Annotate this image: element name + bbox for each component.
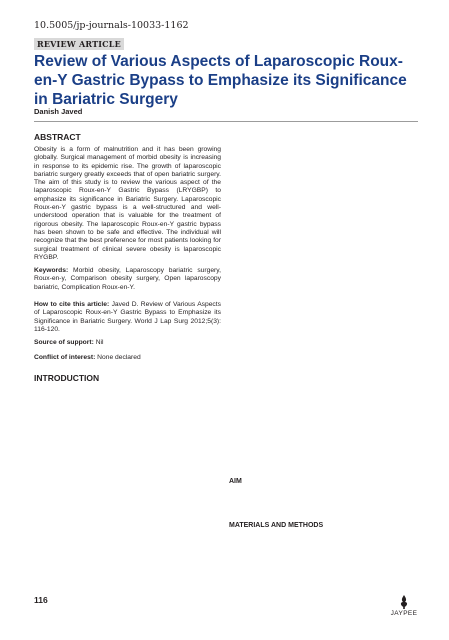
jaypee-logo-icon [397, 594, 411, 610]
support-line [34, 339, 221, 347]
abstract-heading: ABSTRACT [34, 132, 81, 142]
support-text: Nil [95, 339, 104, 346]
author-name: Danish Javed [34, 107, 83, 116]
cite-text: Javed D. Review of Various Aspects of Laparoscopic Roux-en-Y Gastric Bypass to Emphasize its Significance in Bariatric Surgery. World J Lap Surg 2012;5(3): 116-120. [34, 301, 221, 333]
keywords-paragraph [34, 267, 221, 292]
article-title: Review of Various Aspects of Laparoscopic Roux-en-Y Gastric Bypass to Emphasize its Significance in Bariatric Surgery [34, 53, 407, 108]
header-divider [34, 121, 418, 122]
doi: 10.5005/jp-journals-10033-1162 [34, 20, 189, 31]
aim-heading: AIM [229, 478, 242, 485]
cite-label: How to cite this article: [34, 301, 110, 308]
citation-paragraph [34, 301, 221, 334]
keywords-text: Morbid obesity, Laparoscopy bariatric surgery, Roux-en-y, Comparison obesity surgery, Open laparoscopy bariatric, Complication Roux-en-Y. [34, 267, 221, 291]
abstract-body: Obesity is a form of malnutrition and it has been growing globally. Surgical management of morbid obesity is increasing in response to its epidemic rise. The growth of laparoscopic bariatric surgery greatly exceeds that of open bariatric surgery. The aim of this study is to review the various aspect of the laparoscopic Roux-en-Y Gastric Bypass (LRYGBP) to emphasize its significance in Bariatric Surgery. Laparoscopic Roux-en-Y gastric bypass is a well-structured and well-understood operation that is valuable for the treatment of rigorous obesity. The laparoscopic Roux-en-Y gastric bypass has been shown to be safe and effective. The individual will recognize that the best preference for most patients looking for surgical treatment of clinical severe obesity is laparoscopic RYGBP. [34, 146, 221, 261]
section-tag: REVIEW ARTICLE [34, 38, 124, 50]
publisher-logo [382, 594, 426, 617]
methods-heading: MATERIALS AND METHODS [229, 522, 324, 529]
conflict-label: Conflict of interest: [34, 354, 96, 361]
publisher-name: JAYPEE [390, 610, 418, 617]
conflict-text: None declared [97, 354, 141, 361]
page-number: 116 [34, 595, 48, 605]
introduction-heading: INTRODUCTION [34, 373, 100, 383]
support-label: Source of support: [34, 339, 94, 346]
keywords-label: Keywords: [34, 267, 69, 274]
conflict-line [34, 354, 221, 362]
